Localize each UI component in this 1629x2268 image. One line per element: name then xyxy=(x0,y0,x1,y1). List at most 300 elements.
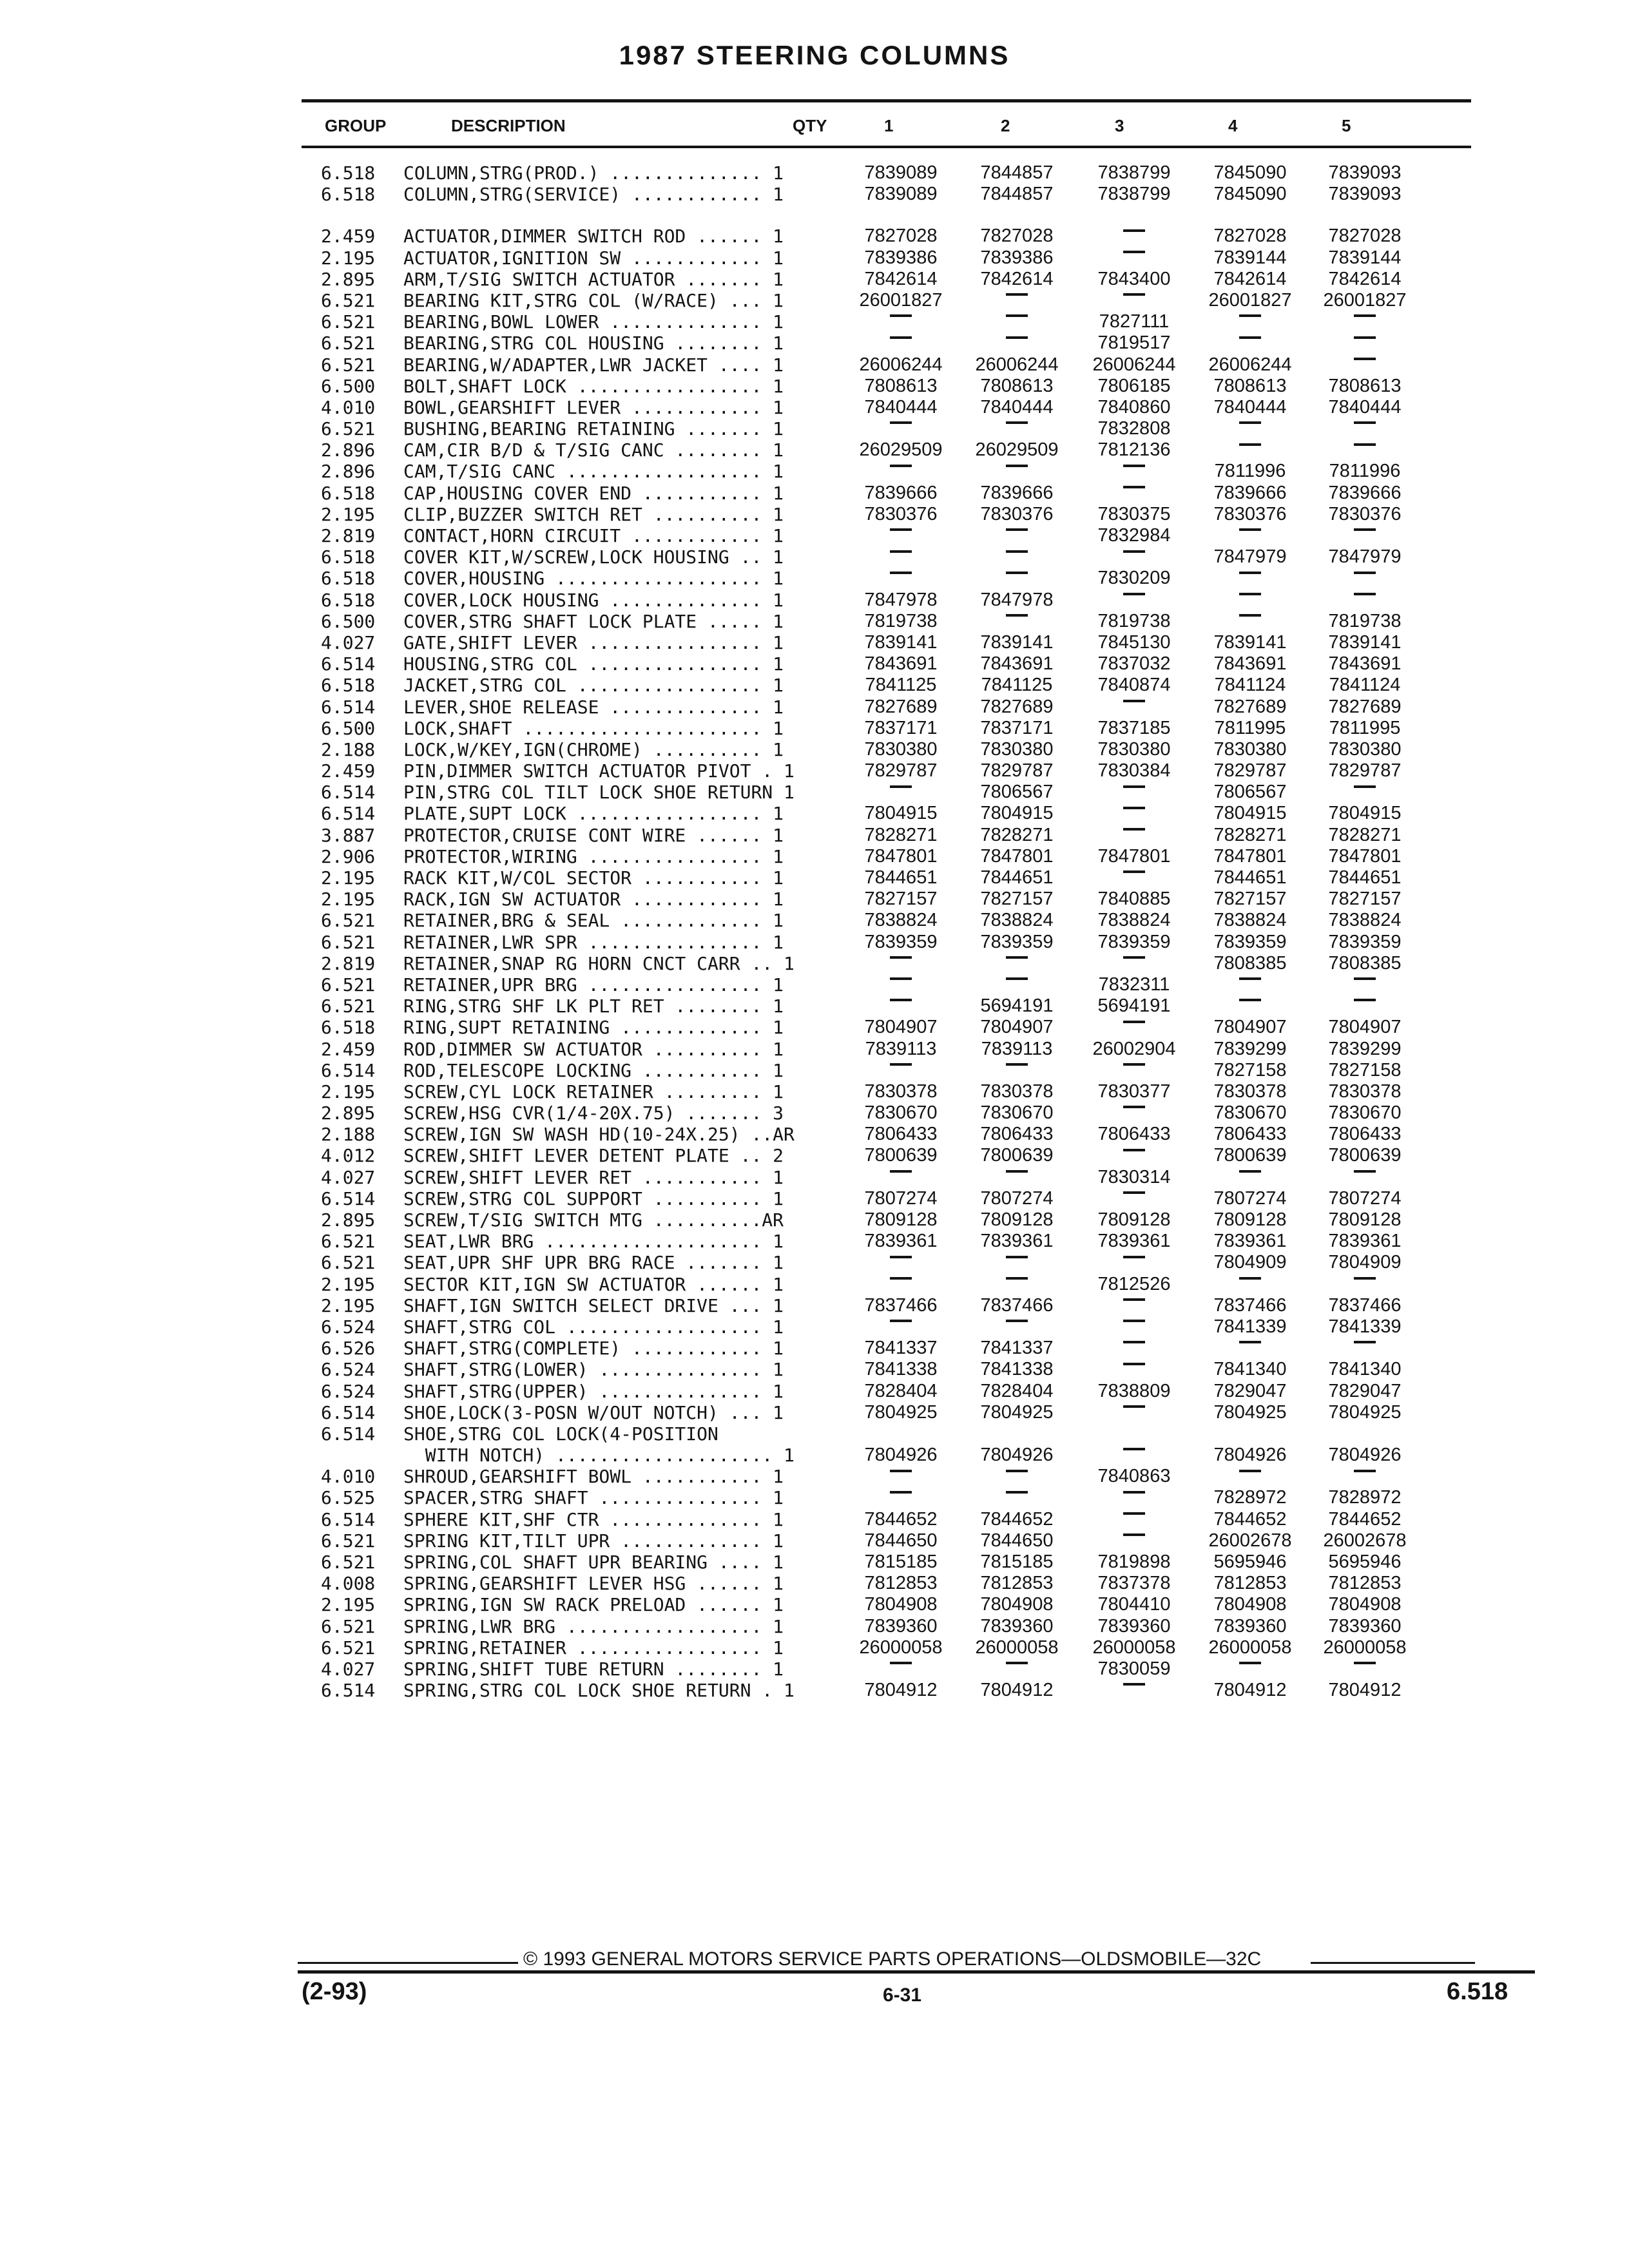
part-number-col-3: 7806185 xyxy=(1097,375,1171,396)
part-number-col-1: 7841337 xyxy=(864,1338,938,1359)
part-number-col-1: 7841338 xyxy=(864,1359,938,1380)
dash-mark xyxy=(1239,614,1261,617)
dash-mark xyxy=(1006,1491,1028,1494)
part-number-col-5: 7806433 xyxy=(1328,1124,1402,1145)
no-part-dash xyxy=(1195,525,1305,546)
part-number-col-3: 7830377 xyxy=(1097,1081,1171,1102)
dash-mark xyxy=(1239,443,1261,446)
dash-mark xyxy=(1354,785,1376,788)
part-number-col-1: 26001827 xyxy=(859,289,943,311)
part-description: ARM,T/SIG SWITCH ACTUATOR ....... 1 xyxy=(403,268,784,290)
dash-mark xyxy=(1123,251,1145,253)
part-number-col-4: 5695946 xyxy=(1213,1552,1287,1572)
part-number-col-5: 7839093 xyxy=(1328,162,1402,183)
dash-mark xyxy=(890,1063,912,1066)
group-code: 6.524 xyxy=(321,1316,376,1338)
no-part-dash xyxy=(1079,1102,1189,1124)
table-row xyxy=(0,697,1629,718)
table-row xyxy=(0,525,1629,546)
no-part-dash xyxy=(1195,974,1305,995)
part-number-col-3: 7832311 xyxy=(1098,974,1170,995)
group-code: 6.514 xyxy=(321,782,376,803)
dash-mark xyxy=(1123,1363,1145,1365)
group-code: 2.188 xyxy=(321,1124,376,1146)
group-code: 2.819 xyxy=(321,525,376,546)
group-code: 4.010 xyxy=(321,396,376,418)
part-number-col-5: 7841124 xyxy=(1329,675,1401,696)
part-number-col-2: 5694191 xyxy=(980,995,1054,1017)
part-number-col-2: 7827028 xyxy=(980,226,1054,247)
table-row xyxy=(0,1423,1629,1445)
no-part-dash xyxy=(1195,611,1305,632)
part-description: RETAINER,UPR BRG ................ 1 xyxy=(403,974,784,995)
part-description: SPRING KIT,TILT UPR ............. 1 xyxy=(403,1530,784,1552)
part-description: SPRING,COL SHAFT UPR BEARING .... 1 xyxy=(403,1552,784,1573)
part-number-col-5: 5695946 xyxy=(1328,1552,1402,1572)
group-code: 6.500 xyxy=(321,610,376,632)
dash-mark xyxy=(1123,1405,1145,1408)
part-number-col-1: 7807274 xyxy=(864,1187,938,1209)
table-row xyxy=(0,1124,1629,1145)
no-part-dash xyxy=(1079,867,1189,889)
part-number-col-4: 7844652 xyxy=(1213,1508,1287,1530)
no-part-dash xyxy=(1195,332,1305,354)
part-number-col-3: 7819898 xyxy=(1097,1552,1171,1572)
dash-mark xyxy=(1123,1341,1145,1343)
dash-mark xyxy=(1123,1191,1145,1194)
table-row xyxy=(0,953,1629,974)
part-description: BOWL,GEARSHIFT LEVER ............ 1 xyxy=(403,396,784,418)
no-part-dash xyxy=(962,974,1072,995)
part-number-col-5: 7804908 xyxy=(1328,1594,1402,1615)
part-number-col-2: 7838824 xyxy=(980,910,1054,931)
group-code: 6.521 xyxy=(321,1252,376,1274)
part-number-col-4: 7804907 xyxy=(1213,1017,1287,1038)
dash-mark xyxy=(890,421,912,424)
table-row xyxy=(0,974,1629,995)
group-code: 2.896 xyxy=(321,439,376,461)
part-number-col-2: 7806433 xyxy=(980,1124,1054,1145)
part-number-col-3: 7838809 xyxy=(1097,1380,1171,1401)
part-description: COVER,HOUSING ................... 1 xyxy=(403,568,784,590)
part-description: RETAINER,LWR SPR ................ 1 xyxy=(403,931,784,953)
table-row xyxy=(0,332,1629,354)
dash-mark xyxy=(1006,528,1028,531)
dash-mark xyxy=(890,1662,912,1664)
dash-mark xyxy=(1006,314,1028,317)
part-number-col-3: 7840885 xyxy=(1097,889,1171,910)
dash-mark xyxy=(1354,593,1376,595)
part-number-col-3: 7838799 xyxy=(1097,162,1171,183)
no-part-dash xyxy=(1079,782,1189,803)
dash-mark xyxy=(1239,977,1261,980)
group-code: 6.514 xyxy=(321,696,376,718)
no-part-dash xyxy=(1079,461,1189,482)
part-number-col-3: 7843400 xyxy=(1097,268,1171,289)
group-code: 2.195 xyxy=(321,889,376,910)
part-number-col-5: 7839093 xyxy=(1328,184,1402,205)
no-part-dash xyxy=(1195,1274,1305,1295)
no-part-dash xyxy=(846,525,956,546)
part-number-col-3: 7837185 xyxy=(1097,717,1171,738)
no-part-dash xyxy=(962,1658,1072,1680)
header-col-3: 3 xyxy=(1115,116,1124,135)
no-part-dash xyxy=(962,568,1072,589)
part-number-col-2: 7839361 xyxy=(980,1231,1054,1252)
part-number-col-2: 7830670 xyxy=(980,1102,1054,1124)
no-part-dash xyxy=(846,1316,956,1338)
part-number-col-1: 7842614 xyxy=(864,268,938,289)
part-number-col-3: 7830380 xyxy=(1097,738,1171,760)
no-part-dash xyxy=(1079,546,1189,568)
part-number-col-5: 7804912 xyxy=(1328,1680,1402,1701)
dash-mark xyxy=(1354,1341,1376,1343)
group-code: 6.524 xyxy=(321,1359,376,1381)
part-description: ROD,TELESCOPE LOCKING ........... 1 xyxy=(403,1059,784,1081)
table-row xyxy=(0,504,1629,525)
part-number-col-4: 7804925 xyxy=(1213,1401,1287,1423)
group-code: 6.518 xyxy=(321,482,376,504)
part-description: BEARING,W/ADAPTER,LWR JACKET .... 1 xyxy=(403,354,784,376)
part-number-col-2: 7809128 xyxy=(980,1209,1054,1230)
group-code: 3.887 xyxy=(321,824,376,846)
table-row xyxy=(0,1167,1629,1188)
part-number-col-2: 7830380 xyxy=(980,738,1054,760)
part-number-col-5: 7830380 xyxy=(1328,738,1402,760)
group-code: 6.521 xyxy=(321,418,376,440)
dash-mark xyxy=(890,977,912,980)
no-part-dash xyxy=(962,546,1072,568)
group-code: 6.518 xyxy=(321,1017,376,1039)
dash-mark xyxy=(1239,314,1261,317)
part-description: SPRING,STRG COL LOCK SHOE RETURN . 1 xyxy=(403,1680,795,1702)
part-number-col-4: 7811996 xyxy=(1214,461,1286,482)
table-row xyxy=(0,1487,1629,1508)
part-number-col-2: 7829787 xyxy=(980,760,1054,782)
part-number-col-2: 7807274 xyxy=(980,1187,1054,1209)
part-number-col-2: 7804907 xyxy=(980,1017,1054,1038)
table-row xyxy=(0,1466,1629,1487)
group-code: 6.526 xyxy=(321,1338,376,1360)
table-row xyxy=(0,1573,1629,1594)
group-code: 2.459 xyxy=(321,760,376,782)
row-spacer xyxy=(0,205,1629,226)
table-row xyxy=(0,354,1629,376)
part-number-col-1: 7839361 xyxy=(864,1231,938,1252)
no-part-dash xyxy=(846,1060,956,1081)
no-part-dash xyxy=(962,1274,1072,1295)
dash-mark xyxy=(1123,1448,1145,1450)
part-number-col-4: 7811995 xyxy=(1214,717,1286,738)
part-number-col-2: 7837466 xyxy=(980,1294,1054,1316)
dash-mark xyxy=(1123,1021,1145,1023)
group-code: 6.521 xyxy=(321,931,376,953)
part-number-col-5: 7841340 xyxy=(1328,1359,1402,1380)
part-number-col-2: 26029509 xyxy=(975,439,1059,461)
table-row xyxy=(0,1552,1629,1573)
part-description: SHAFT,STRG COL .................. 1 xyxy=(403,1316,784,1338)
no-part-dash xyxy=(846,974,956,995)
part-description: PIN,DIMMER SWITCH ACTUATOR PIVOT . 1 xyxy=(403,760,795,782)
table-row xyxy=(0,889,1629,910)
group-code: 2.195 xyxy=(321,503,376,525)
part-number-col-1: 7840444 xyxy=(864,396,938,418)
table-row xyxy=(0,184,1629,205)
part-description: SPRING,SHIFT TUBE RETURN ........ 1 xyxy=(403,1658,784,1680)
part-description: PROTECTOR,WIRING ................ 1 xyxy=(403,845,784,867)
part-description: SPACER,STRG SHAFT ............... 1 xyxy=(403,1487,784,1509)
part-number-col-4: 7808613 xyxy=(1213,375,1287,396)
part-number-col-2: 7839113 xyxy=(981,1038,1053,1059)
no-part-dash xyxy=(962,1060,1072,1081)
part-number-col-2: 7844650 xyxy=(980,1530,1054,1551)
footer-rule xyxy=(298,1970,1535,1974)
part-number-col-4: 7839141 xyxy=(1213,631,1287,653)
part-number-col-4: 7827689 xyxy=(1213,696,1287,717)
part-number-col-2: 26000058 xyxy=(975,1637,1059,1658)
part-description: SCREW,SHIFT LEVER DETENT PLATE .. 2 xyxy=(403,1145,784,1167)
part-description: SEAT,LWR BRG .................... 1 xyxy=(403,1231,784,1253)
dash-mark xyxy=(1123,1063,1145,1066)
no-part-dash xyxy=(1079,226,1189,247)
group-code: 6.518 xyxy=(321,546,376,568)
dash-mark xyxy=(1123,828,1145,831)
table-row xyxy=(0,590,1629,611)
group-code: 6.521 xyxy=(321,1552,376,1573)
no-part-dash xyxy=(846,311,956,332)
part-number-col-3: 7832984 xyxy=(1097,525,1171,546)
part-description: RACK KIT,W/COL SECTOR ........... 1 xyxy=(403,867,784,889)
dash-mark xyxy=(1006,465,1028,467)
no-part-dash xyxy=(1079,1295,1189,1316)
parts-table xyxy=(0,162,1629,1701)
dash-mark xyxy=(890,956,912,959)
group-code: 2.195 xyxy=(321,1594,376,1616)
table-row xyxy=(0,932,1629,953)
no-part-dash xyxy=(1195,439,1305,461)
part-number-col-5: 7839666 xyxy=(1328,482,1402,503)
part-number-col-4: 7827028 xyxy=(1213,226,1287,247)
part-number-col-3: 7839360 xyxy=(1097,1615,1171,1637)
part-description: RING,SUPT RETAINING ............. 1 xyxy=(403,1017,784,1039)
part-number-col-1: 7809128 xyxy=(864,1209,938,1230)
part-number-col-2: 7808613 xyxy=(980,375,1054,396)
dash-mark xyxy=(1123,593,1145,595)
part-number-col-2: 7804926 xyxy=(980,1445,1054,1466)
table-row xyxy=(0,1102,1629,1124)
group-code: 2.819 xyxy=(321,952,376,974)
part-number-col-5: 7827157 xyxy=(1328,889,1402,910)
table-row xyxy=(0,546,1629,568)
dash-mark xyxy=(1006,956,1028,959)
part-number-col-1: 26006244 xyxy=(859,354,943,375)
part-number-col-4: 7828972 xyxy=(1213,1487,1287,1508)
part-number-col-2: 7827689 xyxy=(980,696,1054,717)
part-number-col-3: 7840860 xyxy=(1097,396,1171,418)
part-number-col-3: 7838824 xyxy=(1097,910,1171,931)
part-number-col-3: 7830209 xyxy=(1097,568,1171,589)
part-number-col-1: 7828271 xyxy=(864,824,938,845)
no-part-dash xyxy=(1079,1509,1189,1530)
dash-mark xyxy=(890,528,912,531)
table-row xyxy=(0,739,1629,760)
dash-mark xyxy=(890,1170,912,1173)
part-number-col-1: 7804908 xyxy=(864,1594,938,1615)
group-code: 2.195 xyxy=(321,1081,376,1102)
group-code: 2.195 xyxy=(321,1294,376,1316)
group-code: 6.500 xyxy=(321,375,376,397)
table-row xyxy=(0,675,1629,696)
dash-mark xyxy=(1354,1662,1376,1664)
table-row xyxy=(0,846,1629,867)
no-part-dash xyxy=(846,332,956,354)
group-code: 6.518 xyxy=(321,162,376,184)
part-number-col-5: 7804907 xyxy=(1328,1017,1402,1038)
part-description: SPRING,IGN SW RACK PRELOAD ...... 1 xyxy=(403,1594,784,1616)
dash-mark xyxy=(890,314,912,317)
dash-mark xyxy=(1239,572,1261,574)
part-number-col-3: 26000058 xyxy=(1092,1637,1176,1658)
table-row xyxy=(0,653,1629,675)
dash-mark xyxy=(1006,1256,1028,1258)
part-number-col-4: 7830378 xyxy=(1213,1081,1287,1102)
part-number-col-5: 7839141 xyxy=(1328,631,1402,653)
table-row xyxy=(0,611,1629,632)
no-part-dash xyxy=(1079,1359,1189,1380)
header-col-5: 5 xyxy=(1342,116,1351,135)
no-part-dash xyxy=(962,290,1072,311)
part-number-col-5: 7837466 xyxy=(1328,1294,1402,1316)
dash-mark xyxy=(1123,1491,1145,1494)
part-number-col-4: 7800639 xyxy=(1213,1145,1287,1166)
table-row xyxy=(0,1381,1629,1402)
dash-mark xyxy=(1006,1170,1028,1173)
part-number-col-4: 7841340 xyxy=(1213,1359,1287,1380)
part-number-col-5: 7827689 xyxy=(1328,696,1402,717)
part-description: SPRING,LWR BRG .................. 1 xyxy=(403,1615,784,1637)
dash-mark xyxy=(1239,1470,1261,1472)
part-description: SHAFT,STRG(COMPLETE) ............ 1 xyxy=(403,1338,784,1360)
no-part-dash xyxy=(1195,1466,1305,1487)
no-part-dash xyxy=(1310,568,1420,589)
group-code: 4.008 xyxy=(321,1573,376,1595)
part-number-col-5: 7827028 xyxy=(1328,226,1402,247)
no-part-dash xyxy=(962,525,1072,546)
part-number-col-5: 7811995 xyxy=(1329,717,1401,738)
part-number-col-1: 7839089 xyxy=(864,162,938,183)
part-number-col-2: 7844857 xyxy=(980,162,1054,183)
part-number-col-4: 7827158 xyxy=(1213,1059,1287,1081)
no-part-dash xyxy=(1310,354,1420,376)
part-description: COLUMN,STRG(PROD.) .............. 1 xyxy=(403,162,784,184)
no-part-dash xyxy=(1310,995,1420,1017)
group-code: 4.027 xyxy=(321,1166,376,1188)
part-description: GATE,SHIFT LEVER ................ 1 xyxy=(403,631,784,653)
table-row xyxy=(0,1338,1629,1359)
table-row xyxy=(0,311,1629,332)
part-number-col-1: 7844651 xyxy=(864,867,938,888)
part-number-col-2: 7842614 xyxy=(980,268,1054,289)
table-row xyxy=(0,1017,1629,1038)
no-part-dash xyxy=(1195,1338,1305,1359)
table-row xyxy=(0,1145,1629,1166)
part-description: COVER,LOCK HOUSING .............. 1 xyxy=(403,589,784,611)
table-row xyxy=(0,825,1629,846)
part-number-col-4: 7828271 xyxy=(1213,824,1287,845)
part-number-col-2: 7804925 xyxy=(980,1401,1054,1423)
part-number-col-5: 7841339 xyxy=(1328,1316,1402,1337)
part-number-col-4: 7808385 xyxy=(1213,952,1287,974)
dash-mark xyxy=(890,1320,912,1322)
part-number-col-5: 7838824 xyxy=(1328,910,1402,931)
table-row xyxy=(0,1530,1629,1552)
part-number-col-4: 7842614 xyxy=(1213,268,1287,289)
part-description: COVER,STRG SHAFT LOCK PLATE ..... 1 xyxy=(403,610,784,632)
part-description: CAP,HOUSING COVER END ........... 1 xyxy=(403,482,784,504)
group-code: 2.459 xyxy=(321,1038,376,1060)
part-number-col-1: 7839666 xyxy=(864,482,938,503)
group-code: 6.521 xyxy=(321,311,376,333)
part-number-col-5: 7839361 xyxy=(1328,1231,1402,1252)
part-number-col-3: 7827111 xyxy=(1099,311,1170,332)
no-part-dash xyxy=(846,1466,956,1487)
table-row xyxy=(0,803,1629,824)
part-number-col-4: 7830380 xyxy=(1213,738,1287,760)
no-part-dash xyxy=(846,995,956,1017)
part-number-col-1: 7847801 xyxy=(864,845,938,867)
top-rule xyxy=(302,99,1471,102)
no-part-dash xyxy=(846,782,956,803)
group-code: 2.906 xyxy=(321,845,376,867)
no-part-dash xyxy=(1195,1658,1305,1680)
part-number-col-4: 7839144 xyxy=(1213,247,1287,268)
footer-section-number: 6.518 xyxy=(1447,1978,1509,2005)
no-part-dash xyxy=(962,311,1072,332)
header-col-4: 4 xyxy=(1228,116,1238,135)
no-part-dash xyxy=(962,332,1072,354)
part-number-col-4: 7840444 xyxy=(1213,396,1287,418)
part-number-col-3: 7837032 xyxy=(1097,653,1171,675)
no-part-dash xyxy=(962,953,1072,974)
part-number-col-4: 7847979 xyxy=(1213,546,1287,568)
table-row xyxy=(0,1637,1629,1658)
part-number-col-4: 7837466 xyxy=(1213,1294,1287,1316)
table-row xyxy=(0,1060,1629,1081)
part-number-col-2: 7804908 xyxy=(980,1594,1054,1615)
dash-mark xyxy=(1123,1149,1145,1151)
part-number-col-5: 7847979 xyxy=(1328,546,1402,568)
part-description: ACTUATOR,IGNITION SW ............ 1 xyxy=(403,247,784,269)
table-row xyxy=(0,226,1629,247)
no-part-dash xyxy=(1195,590,1305,611)
header-col-2: 2 xyxy=(1001,116,1010,135)
table-row xyxy=(0,461,1629,482)
part-number-col-5: 7830378 xyxy=(1328,1081,1402,1102)
part-number-col-1: 7804915 xyxy=(864,803,938,824)
part-number-col-3: 7830059 xyxy=(1097,1658,1171,1679)
dash-mark xyxy=(1123,1533,1145,1536)
no-part-dash xyxy=(1195,995,1305,1017)
dash-mark xyxy=(1006,977,1028,980)
part-number-col-2: 7827157 xyxy=(980,889,1054,910)
part-number-col-1: 7828404 xyxy=(864,1380,938,1401)
no-part-dash xyxy=(1310,1466,1420,1487)
table-row xyxy=(0,1274,1629,1295)
part-number-col-4: 7830670 xyxy=(1213,1102,1287,1124)
no-part-dash xyxy=(1079,590,1189,611)
table-row xyxy=(0,718,1629,739)
group-code: 6.521 xyxy=(321,1231,376,1253)
